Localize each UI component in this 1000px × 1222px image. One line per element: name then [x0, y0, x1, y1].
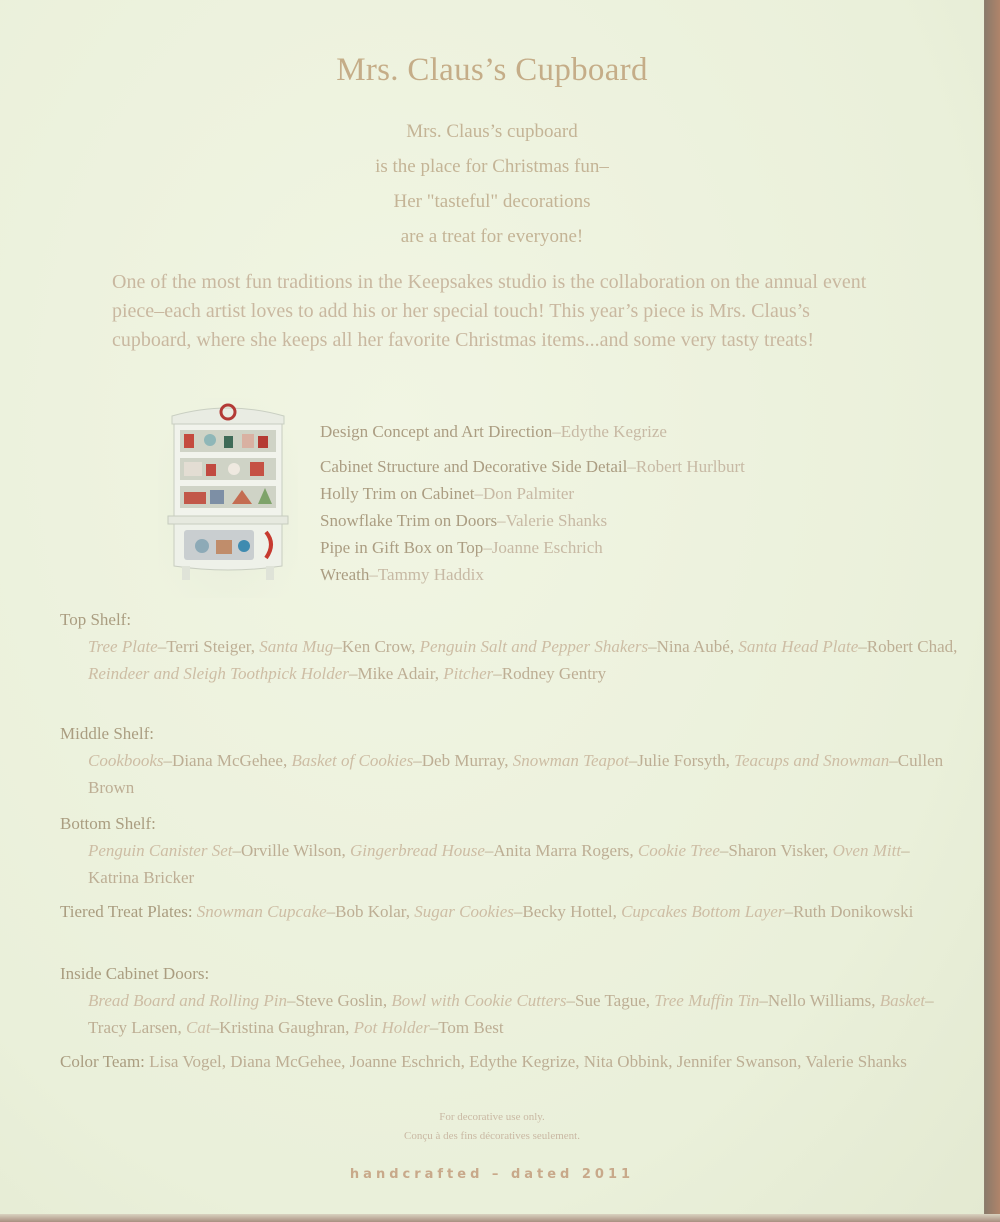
item-name: Cookie Tree: [637, 841, 720, 860]
item-artist: Ken Crow: [341, 637, 412, 656]
item-artist: Diana McGehee: [172, 751, 283, 770]
credit-row: Pipe in Gift Box on Top–Joanne Eschrich: [320, 538, 603, 557]
item-artist: Nina Aubé: [656, 637, 730, 656]
section-heading: Top Shelf:: [60, 610, 132, 629]
credit-name: Edythe Kegrize: [560, 422, 667, 441]
item-name: Oven Mitt: [832, 841, 902, 860]
item-name: Cupcakes Bottom Layer: [621, 902, 785, 921]
section-top-shelf: [60, 606, 960, 687]
item-artist: Nello Williams: [767, 991, 872, 1010]
item-artist: Orville Wilson: [240, 841, 342, 860]
section-color-team: [60, 1048, 988, 1075]
item-name: Bread Board and Rolling Pin: [88, 991, 287, 1010]
item-artist: Sharon Visker: [728, 841, 825, 860]
item-name: Reindeer and Sleigh Toothpick Holder: [88, 664, 349, 683]
section-bottom-shelf: [60, 810, 960, 891]
credit-name: Tammy Haddix: [377, 565, 484, 584]
section-heading: Tiered Treat Plates:: [60, 902, 193, 921]
item-name: Santa Mug: [259, 637, 334, 656]
item-artist: Tom Best: [438, 1018, 504, 1037]
credit-name: Don Palmiter: [482, 484, 575, 503]
item-artist: Mike Adair: [357, 664, 435, 683]
page-title: Mrs. Claus’s Cupboard: [336, 52, 648, 88]
item-artist: Tracy Larsen: [88, 1018, 178, 1037]
section-middle-shelf: [60, 720, 960, 801]
section-inside-doors: [60, 960, 960, 1041]
intro-paragraph: One of the most fun traditions in the Keepsakes studio is the collaboration on the annual event piece–each artist loves to add his or her special touch! This year’s piece is Mrs. Claus’s cupboard, where she keeps all her favorite Christmas items...and some very tasty treats!: [112, 271, 867, 351]
color-team-names: Lisa Vogel, Diana McGehee, Joanne Eschrich, Edythe Kegrize, Nita Obbink, Jennifer Swanson, Valerie Shanks: [149, 1052, 907, 1071]
credit-row: Design Concept and Art Direction–Edythe Kegrize: [320, 422, 667, 441]
item-name: Cookbooks: [88, 751, 164, 770]
item-artist: Ruth Donikowski: [792, 902, 914, 921]
item-name: Snowman Cupcake: [196, 902, 327, 921]
section-heading: Inside Cabinet Doors:: [60, 964, 210, 983]
section-body: Cookbooks–Diana McGehee, Basket of Cookies–Deb Murray, Snowman Teapot–Julie Forsyth, Teacups and Snowman–Cullen Brown: [88, 751, 944, 797]
credit-name: Valerie Shanks: [505, 511, 608, 530]
item-name: Bowl with Cookie Cutters: [391, 991, 567, 1010]
section-body: Tree Plate–Terri Steiger, Santa Mug–Ken Crow, Penguin Salt and Pepper Shakers–Nina Aubé, Santa Head Plate–Robert Chad, Reindeer and Sleigh Toothpick Holder–Mike Adair, Pitcher–Rodney Gentry: [88, 637, 958, 683]
item-name: Tree Muffin Tin: [654, 991, 760, 1010]
item-artist: Kristina Gaughran: [219, 1018, 346, 1037]
item-artist: Sue Tague: [575, 991, 646, 1010]
item-artist: Steve Goslin: [295, 991, 383, 1010]
poem-line: Mrs. Claus’s cupboard: [406, 121, 578, 142]
poem-line: is the place for Christmas fun–: [375, 156, 609, 177]
item-name: Snowman Teapot: [512, 751, 629, 770]
section-heading: Middle Shelf:: [60, 724, 154, 743]
credit-row: Holly Trim on Cabinet–Don Palmiter: [320, 484, 575, 503]
credit-row: Cabinet Structure and Decorative Side Detail–Robert Hurlburt: [320, 457, 745, 476]
poem-line: Her "tasteful" decorations: [393, 191, 591, 212]
credit-name: Joanne Eschrich: [491, 538, 603, 557]
poem: [0, 114, 984, 254]
item-artist: Katrina Bricker: [88, 868, 195, 887]
credit-role: Snowflake Trim on Doors: [320, 511, 498, 530]
item-name: Pitcher: [443, 664, 494, 683]
item-name: Gingerbread House: [350, 841, 485, 860]
section-tiered-plates: Tiered Treat Plates: Snowman Cupcake–Bob Kolar, Sugar Cookies–Becky Hottel, Cupcakes Bottom Layer–Ruth Donikowski: [60, 902, 914, 921]
top-credits: [320, 418, 940, 588]
item-artist: Anita Marra Rogers: [493, 841, 630, 860]
credit-role: Pipe in Gift Box on Top: [320, 538, 484, 557]
item-artist: Bob Kolar: [335, 902, 406, 921]
credit-role: Design Concept and Art Direction: [320, 422, 553, 441]
item-name: Tree Plate: [88, 637, 158, 656]
item-name: Basket of Cookies: [291, 751, 414, 770]
credit-row: Snowflake Trim on Doors–Valerie Shanks: [320, 511, 608, 530]
section-heading: Bottom Shelf:: [60, 814, 156, 833]
section-body: Penguin Canister Set–Orville Wilson, Gingerbread House–Anita Marra Rogers, Cookie Tree–Sharon Visker, Oven Mitt–Katrina Bricker: [88, 841, 910, 887]
credit-role: Cabinet Structure and Decorative Side Detail: [320, 457, 628, 476]
credit-name: Robert Hurlburt: [635, 457, 745, 476]
item-name: Basket: [879, 991, 926, 1010]
item-artist: Terri Steiger: [166, 637, 251, 656]
item-artist: Julie Forsyth: [637, 751, 726, 770]
item-artist: Cullen Brown: [88, 751, 944, 797]
item-artist: Rodney Gentry: [501, 664, 607, 683]
fine-print-english: For decorative use only.: [439, 1111, 545, 1123]
footer-dated: handcrafted – dated 2011: [349, 1167, 635, 1182]
item-name: Sugar Cookies: [414, 902, 514, 921]
item-name: Pot Holder: [353, 1018, 430, 1037]
page-bottom-edge: [0, 1214, 1000, 1222]
item-name: Cat: [186, 1018, 211, 1037]
credit-role: Wreath: [320, 565, 370, 584]
item-name: Penguin Canister Set: [88, 841, 233, 860]
item-name: Teacups and Snowman: [734, 751, 890, 770]
item-name: Santa Head Plate: [738, 637, 859, 656]
item-artist: Becky Hottel: [522, 902, 613, 921]
section-body: Bread Board and Rolling Pin–Steve Goslin, Bowl with Cookie Cutters–Sue Tague, Tree Muffin Tin–Nello Williams, Basket–Tracy Larsen, Cat–Kristina Gaughran, Pot Holder–Tom Best: [88, 991, 934, 1037]
section-heading: Color Team:: [60, 1052, 145, 1071]
poem-line: are a treat for everyone!: [400, 226, 584, 247]
cupboard-image: [158, 398, 298, 598]
item-artist: Deb Murray: [421, 751, 505, 770]
fine-print-french: Conçu à des fins décoratives seulement.: [404, 1130, 580, 1142]
credit-row: Wreath–Tammy Haddix: [320, 565, 484, 584]
item-artist: Robert Chad: [866, 637, 954, 656]
item-name: Penguin Salt and Pepper Shakers: [419, 637, 649, 656]
credit-role: Holly Trim on Cabinet: [320, 484, 475, 503]
